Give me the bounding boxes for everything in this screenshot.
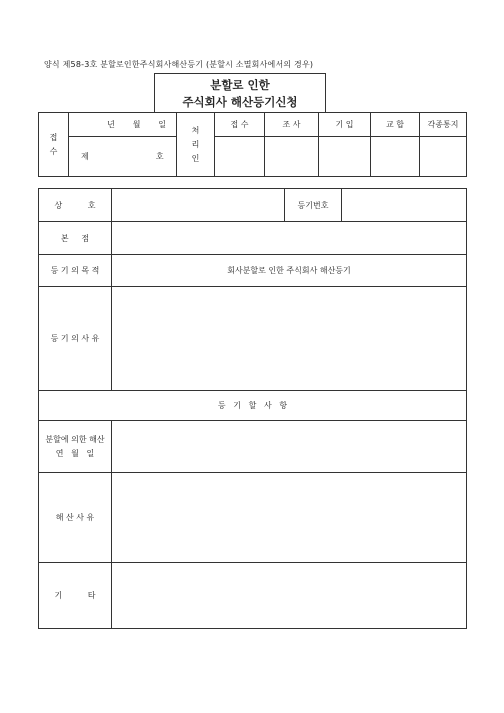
handler-label: 처 리 인 [177,113,215,177]
col-collation: 교 합 [371,113,420,137]
field-collation[interactable] [371,137,420,177]
col-inspection: 조 사 [265,113,319,137]
receipt-table [38,112,467,177]
col-entry: 기 입 [319,113,371,137]
matters-header: 등 기 할 사 항 [39,391,467,421]
receipt-date-cell: 년 월 일 [69,113,177,137]
trade-name-field[interactable] [112,189,285,222]
col-notifications: 각종통지 [420,113,467,137]
other-field[interactable] [112,563,467,629]
head-office-field[interactable] [112,222,467,255]
application-form-table [38,188,467,629]
dissolution-date-label: 분할에 의한 해산 연 월 일 [39,421,112,473]
purpose-value: 회사분할로 인한 주식회사 해산등기 [112,255,467,287]
reg-number-field[interactable] [342,189,467,222]
trade-name-label: 상 호 [39,189,112,222]
field-entry[interactable] [319,137,371,177]
reason-field[interactable] [112,287,467,391]
dissolution-reason-label: 해 산 사 유 [39,473,112,563]
receipt-number-cell: 제 호 [69,137,177,177]
dissolution-reason-field[interactable] [112,473,467,563]
field-receipt[interactable] [215,137,265,177]
title-line-2: 주식회사 해산등기신청 [182,95,298,109]
purpose-label: 등 기 의 목 적 [39,255,112,287]
field-inspection[interactable] [265,137,319,177]
receipt-label: 접 수 [39,113,69,177]
reason-label: 등 기 의 사 유 [39,287,112,391]
other-label: 기 타 [39,563,112,629]
form-caption: 양식 제58-3호 분할로인한주식회사해산등기 (분할시 소멸회사에서의 경우) [44,60,314,69]
title-line-1: 분할로 인한 [210,78,270,92]
reg-number-label: 등기번호 [285,189,342,222]
dissolution-date-field[interactable] [112,421,467,473]
col-receipt: 접 수 [215,113,265,137]
form-title [154,73,326,112]
head-office-label: 본 점 [39,222,112,255]
field-notifications[interactable] [420,137,467,177]
